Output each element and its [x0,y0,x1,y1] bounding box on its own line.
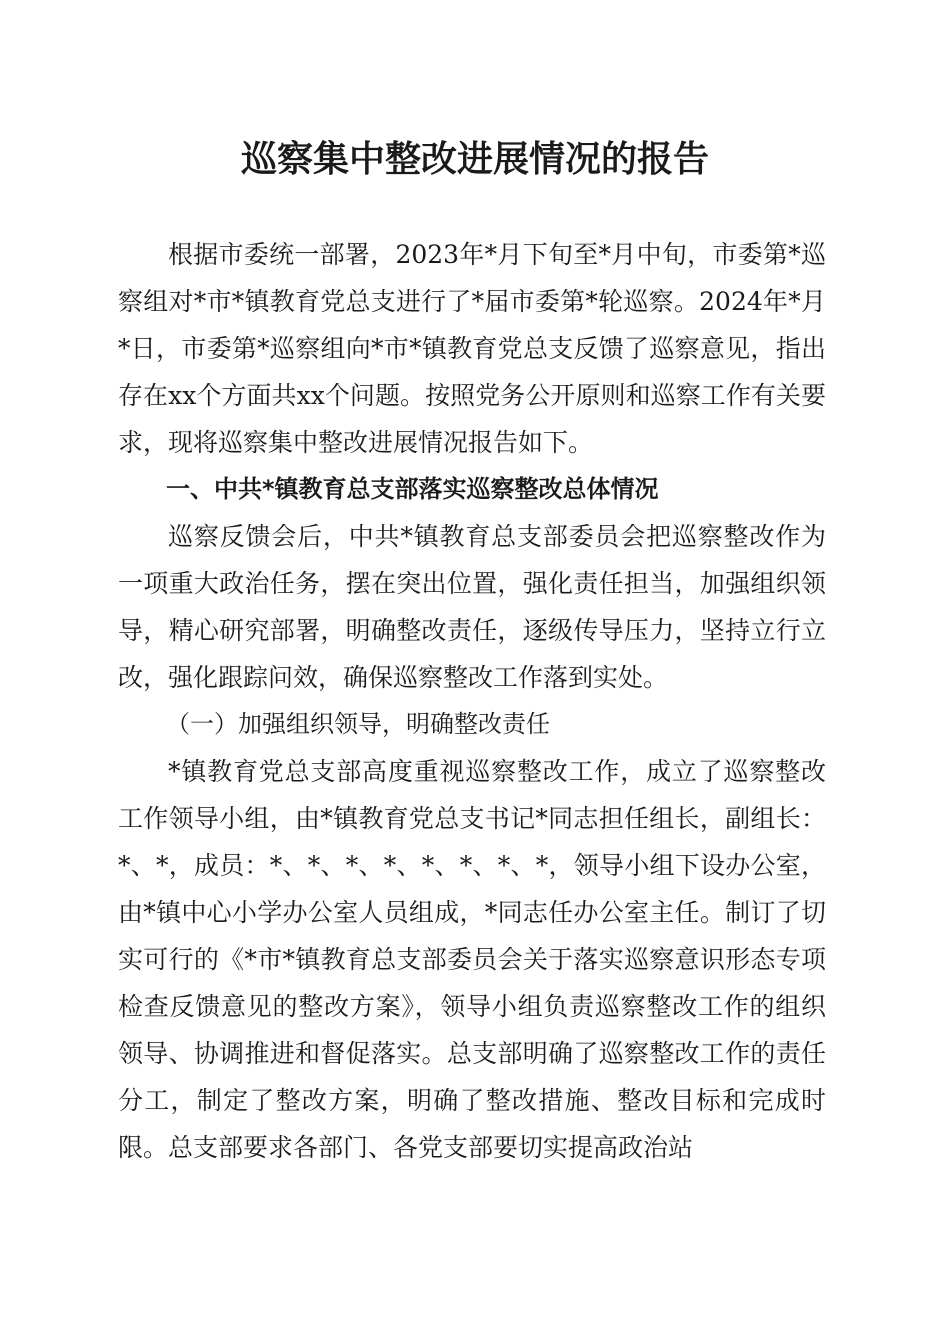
paragraph-overview: 巡察反馈会后，中共*镇教育总支部委员会把巡察整改作为一项重大政治任务，摆在突出位置，强化责任担当，加强组织领导，精心研究部署，明确整改责任，逐级传导压力，坚持立行立改，强化跟踪问效，确保巡察整改工作落到实处。 [118,522,826,692]
document-body [118,231,826,1171]
paragraph-organization: *镇教育党总支部高度重视巡察整改工作，成立了巡察整改工作领导小组，由*镇教育党总支书记*同志担任组长，副组长：*、*，成员：*、*、*、*、*、*、*、*，领导小组下设办公室，由*镇中心小学办公室人员组成，*同志任办公室主任。制订了切实可行的《*市*镇教育总支部委员会关于落实巡察意识形态专项检查反馈意见的整改方案》，领导小组负责巡察整改工作的组织领导、协调推进和督促落实。总支部明确了巡察整改工作的责任分工，制定了整改方案，明确了整改措施、整改目标和完成时限。总支部要求各部门、各党支部要切实提高政治站 [118,757,826,1162]
paragraph-intro: 根据市委统一部署，2023年*月下旬至*月中旬，市委第*巡察组对*市*镇教育党总支进行了*届市委第*轮巡察。2024年*月*日，市委第*巡察组向*市*镇教育党总支反馈了巡察意见，指出存在xx个方面共xx个问题。按照党务公开原则和巡察工作有关要求，现将巡察集中整改进展情况报告如下。 [118,240,826,457]
document-title: 巡察集中整改进展情况的报告 [240,139,709,180]
subsection-heading-1: （一）加强组织领导，明确整改责任 [166,710,550,738]
section-heading-1: 一、中共*镇教育总支部落实巡察整改总体情况 [166,475,659,503]
